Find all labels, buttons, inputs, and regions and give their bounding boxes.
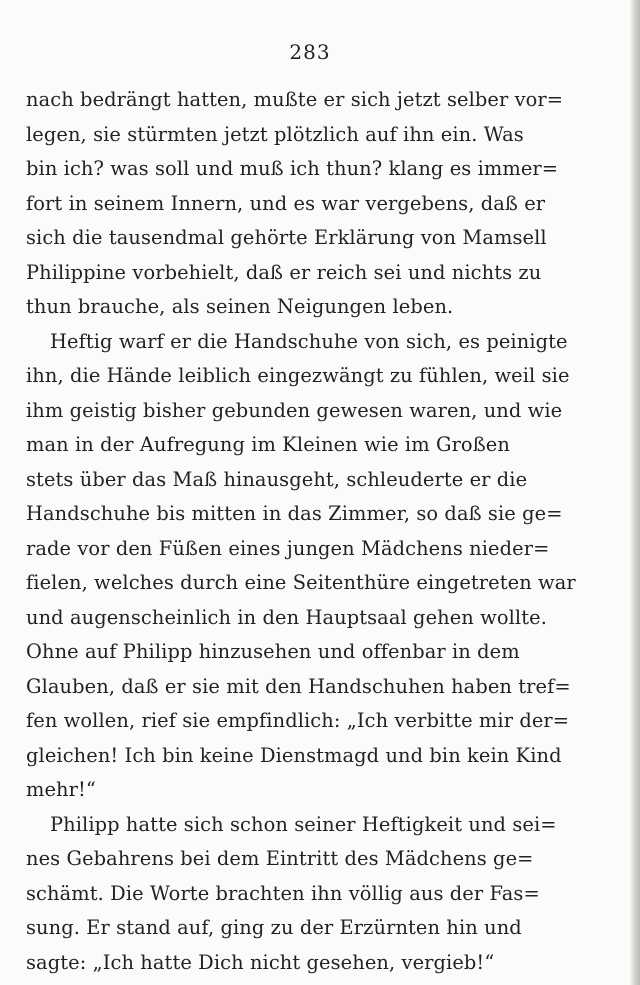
page-edge-shadow: [630, 0, 640, 985]
text-line: sagte: „Ich hatte Dich nicht gesehen, vergieb!“: [26, 950, 495, 974]
text-line: mehr!“: [26, 778, 96, 801]
text-line: fort in seinem Innern, und es war vergebens, daß er: [26, 191, 546, 215]
page-number: 283: [289, 40, 331, 64]
text-line: Heftig warf er die Handschuhe von sich, es peinigte: [50, 329, 568, 353]
text-line: nes Gebahrens bei dem Eintritt des Mädchens ge=: [26, 847, 534, 870]
text-line: legen, sie stürmten jetzt plötzlich auf ihn ein. Was: [26, 122, 524, 146]
text-line: fielen, welches durch eine Seitenthüre eingetreten war: [26, 571, 576, 594]
text-line: sich die tausendmal gehörte Erklärung von Mamsell: [26, 226, 547, 249]
text-line: fen wollen, rief sie empfindlich: „Ich verbitte mir der=: [26, 709, 570, 732]
text-line: ihn, die Hände leiblich eingezwängt zu fühlen, weil sie: [26, 364, 570, 387]
text-line: Handschuhe bis mitten in das Zimmer, so daß sie ge=: [26, 502, 563, 525]
body-text: [26, 83, 576, 980]
text-line: gleichen! Ich bin keine Dienstmagd und bin kein Kind: [26, 743, 562, 767]
text-line: thun brauche, als seinen Neigungen leben.: [26, 295, 454, 318]
text-line: rade vor den Füßen eines jungen Mädchens nieder=: [26, 536, 550, 560]
text-line: Philippine vorbehielt, daß er reich sei und nichts zu: [26, 260, 542, 284]
text-line: Glauben, daß er sie mit den Handschuhen haben tref=: [26, 674, 571, 698]
text-line: bin ich? was soll und muß ich thun? klang es immer=: [26, 157, 559, 180]
text-line: Ohne auf Philipp hinzusehen und offenbar in dem: [26, 640, 520, 663]
text-line: nach bedrängt hatten, mußte er sich jetzt selber vor=: [26, 88, 564, 111]
text-line: ihm geistig bisher gebunden gewesen waren, und wie: [26, 398, 563, 422]
text-line: sung. Er stand auf, ging zu der Erzürnten hin und: [26, 916, 522, 939]
text-line: man in der Aufregung im Kleinen wie im Großen: [26, 433, 510, 456]
text-line: Philipp hatte sich schon seiner Heftigkeit und sei=: [50, 812, 557, 836]
text-line: stets über das Maß hinausgeht, schleuderte er die: [26, 467, 528, 491]
text-line: schämt. Die Worte brachten ihn völlig aus der Fas=: [26, 881, 540, 905]
text-line: und augenscheinlich in den Hauptsaal gehen wollte.: [26, 605, 547, 629]
